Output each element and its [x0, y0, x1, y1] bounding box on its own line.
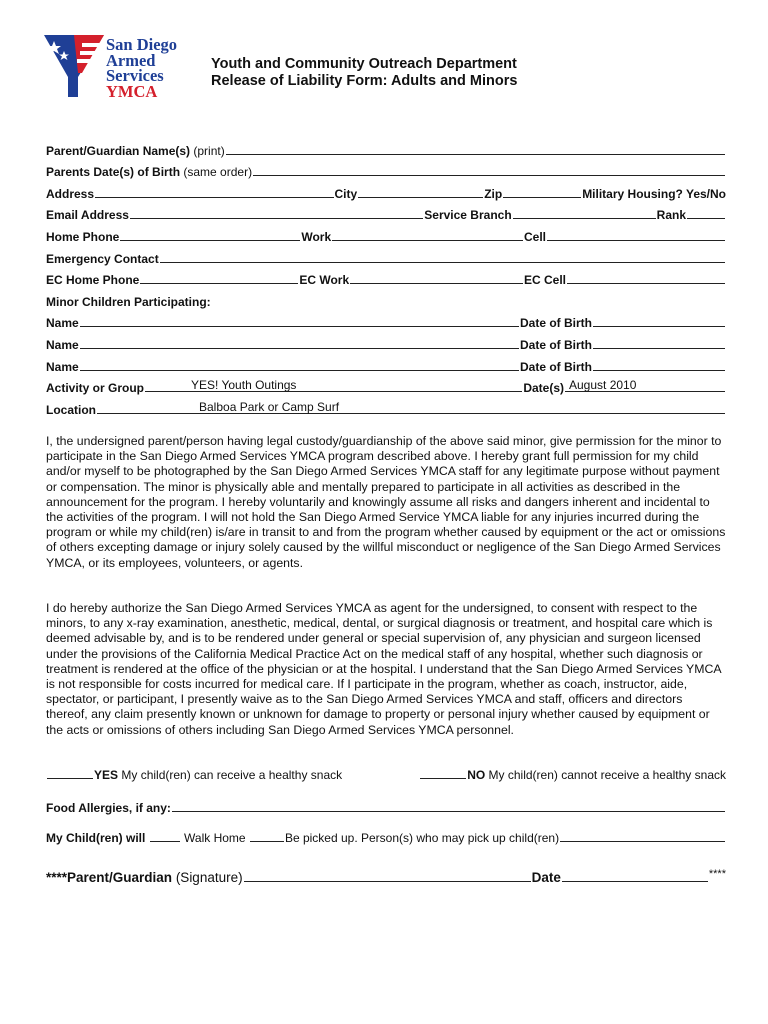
walk-home-text: Walk Home: [184, 830, 246, 845]
parents-dob-row: [46, 158, 726, 180]
minor-child-row: [46, 330, 726, 352]
cell-field[interactable]: [547, 229, 725, 241]
location-label: Location: [46, 402, 96, 417]
guardian-name-hint: (print): [193, 143, 225, 158]
activity-value: YES! Youth Outings: [191, 378, 297, 393]
child-dob-field[interactable]: [593, 315, 725, 327]
location-field[interactable]: [97, 399, 725, 414]
guardian-name-label: Parent/Guardian Name(s): [46, 143, 191, 158]
ec-home-phone-field[interactable]: [140, 272, 298, 284]
signature-date-field[interactable]: [562, 870, 708, 882]
address-label: Address: [46, 186, 95, 201]
email-label: Email Address: [46, 208, 129, 223]
signature-field[interactable]: [244, 870, 531, 882]
allergies-field[interactable]: [172, 800, 725, 812]
child-dob-field[interactable]: [593, 337, 725, 349]
ec-work-label: EC Work: [299, 273, 350, 288]
allergies-row: Food Allergies, if any :: [46, 793, 726, 815]
ec-cell-label: EC Cell: [523, 273, 566, 288]
email-row: [46, 201, 726, 223]
military-housing-label: Military Housing? Yes/No: [582, 186, 726, 201]
child-dob-field[interactable]: [593, 359, 725, 371]
parents-dob-hint: (same order): [183, 165, 253, 180]
dates-field[interactable]: [565, 380, 725, 392]
child-name-label: Name: [46, 359, 79, 374]
ymca-logo: [44, 33, 194, 103]
activity-field[interactable]: [145, 380, 522, 392]
minor-child-row: [46, 309, 726, 331]
rank-label: Rank: [656, 208, 686, 223]
emergency-contact-label: Emergency Contact: [46, 251, 159, 266]
pickup-label: My Child(ren) will: [46, 830, 146, 845]
snack-yes-label: YES: [94, 768, 119, 782]
minor-children-label: Minor Children Participating:: [46, 294, 211, 309]
child-name-field[interactable]: [80, 359, 519, 371]
snack-row: [46, 767, 726, 782]
picked-up-text: Be picked up. Person(s) who may pick up child(ren): [284, 830, 560, 845]
ec-home-phone-label: EC Home Phone: [46, 273, 140, 288]
address-row: [46, 179, 726, 201]
ec-phone-row: [46, 266, 726, 288]
cell-label: Cell: [523, 229, 546, 244]
parents-dob-label: Parents Date(s) of Birth: [46, 165, 181, 180]
ec-work-field[interactable]: [350, 272, 523, 284]
address-field[interactable]: [95, 186, 333, 198]
signature-stars-prefix: ****: [46, 870, 68, 885]
child-name-label: Name: [46, 316, 79, 331]
snack-no-field[interactable]: [420, 767, 466, 779]
child-dob-label: Date of Birth: [520, 316, 592, 331]
picked-up-field[interactable]: [250, 830, 284, 842]
department-title: Youth and Community Outreach Department: [211, 56, 517, 72]
location-value: Balboa Park or Camp Surf: [199, 399, 340, 414]
ymca-y-flag-logo-icon: [44, 33, 106, 99]
email-field[interactable]: [130, 207, 423, 219]
allergies-label: Food Allergies, if any: [46, 800, 167, 815]
liability-paragraph: I, the undersigned parent/person having legal custody/guardianship of the above said minor, give permission for the minor to participate in the San Diego Armed Services YMCA program described above. I hereby grant full permission for my child and/or myself to be photographed by the San Diego Armed Services YMCA staff for any legitimate purpose without payment or compensation. The minor is physically able and mentally prepared to participate in all activities as described in the announcement for the program. I hereby voluntarily and knowingly assume all risks and dangers inherent and incidental to the activities of the program. I will not hold the San Diego Armed Service YMCA liable for any injuries incurred during the program or while my child(ren) is/are in transit to and from the program whether caused by equipment or the act or omissions of others excepting damage or injury solely caused by the willful misconduct or negligence of the San Diego Armed Services YMCA, or its employees, volunteers, or agents.: [46, 434, 726, 570]
signature-stars-suffix: ****: [708, 868, 726, 880]
logo-line-4: YMCA: [106, 81, 158, 101]
child-dob-label: Date of Birth: [520, 359, 592, 374]
emergency-contact-field[interactable]: [160, 251, 725, 263]
emergency-contact-row: [46, 244, 726, 266]
home-phone-label: Home Phone: [46, 229, 120, 244]
work-phone-field[interactable]: [332, 229, 523, 241]
pickup-row: [46, 823, 726, 845]
activity-label: Activity or Group: [46, 381, 145, 396]
work-label: Work: [301, 229, 332, 244]
child-name-field[interactable]: [80, 315, 519, 327]
pickup-persons-field[interactable]: [560, 830, 725, 842]
walk-home-field[interactable]: [150, 830, 180, 842]
activity-row: [46, 374, 726, 396]
location-row: [46, 395, 726, 417]
guardian-name-row: [46, 136, 726, 158]
logo-line-1: San Diego: [106, 35, 178, 54]
signature-date-label: Date: [531, 870, 561, 885]
city-field[interactable]: [358, 186, 483, 198]
signature-label: Parent/Guardian: [67, 870, 173, 885]
snack-no-label: NO: [467, 768, 486, 782]
service-branch-label: Service Branch: [424, 208, 512, 223]
zip-label: Zip: [484, 186, 503, 201]
zip-field[interactable]: [503, 186, 581, 198]
ec-cell-field[interactable]: [567, 272, 725, 284]
dates-value: August 2010: [569, 378, 637, 393]
child-name-field[interactable]: [80, 337, 519, 349]
signature-row: [46, 870, 726, 885]
service-branch-field[interactable]: [513, 207, 656, 219]
snack-yes-text: My child(ren) can receive a healthy snack: [121, 768, 343, 782]
snack-yes-field[interactable]: [47, 767, 93, 779]
phone-row: [46, 222, 726, 244]
logo-line-3: Services: [106, 66, 164, 85]
parents-dob-field[interactable]: [253, 164, 725, 176]
home-phone-field[interactable]: [120, 229, 300, 241]
medical-authorization-paragraph: I do hereby authorize the San Diego Armed Services YMCA as agent for the undersigned, to consent with respect to the minors, to any x-ray examination, anesthetic, medical, dental, or surgical diagnosis or treatment, and hospital care which is deemed advisable by, and is to be rendered under general or special supervision of, any physician and surgeon licensed under the provisions of the California Medical Practice Act on the medical staff of any hospital, whether such diagnosis or treatment is rendered at the office of the physician or at the hospital. I understand that the San Diego Armed Services YMCA is not responsible for costs incurred for medical care. If I participate in the program, whether as coach, instructor, aide, spectator, or participant, I presently waive as to the San Diego Armed Services YMCA and staff, officers and directors thereof, any claim presently known or unknown for damage to property or personal injury whether caused by equipment or the acts or omissions of others including San Diego Armed Services YMCA personnel.: [46, 601, 721, 737]
dates-label: Date(s): [523, 381, 564, 396]
guardian-name-field[interactable]: [226, 143, 725, 155]
participant-info-form: [46, 136, 726, 417]
signature-hint: (Signature): [175, 870, 243, 885]
snack-no-text: My child(ren) cannot receive a healthy snack: [488, 768, 726, 782]
logo-line-2: Armed: [106, 50, 156, 70]
city-label: City: [334, 186, 358, 201]
minor-children-heading-row: [46, 287, 726, 309]
form-header: [211, 56, 517, 90]
rank-field[interactable]: [687, 207, 725, 219]
child-dob-label: Date of Birth: [520, 337, 592, 352]
child-name-label: Name: [46, 337, 79, 352]
form-title: Release of Liability Form: Adults and Minors: [211, 73, 518, 89]
minor-child-row: [46, 352, 726, 374]
